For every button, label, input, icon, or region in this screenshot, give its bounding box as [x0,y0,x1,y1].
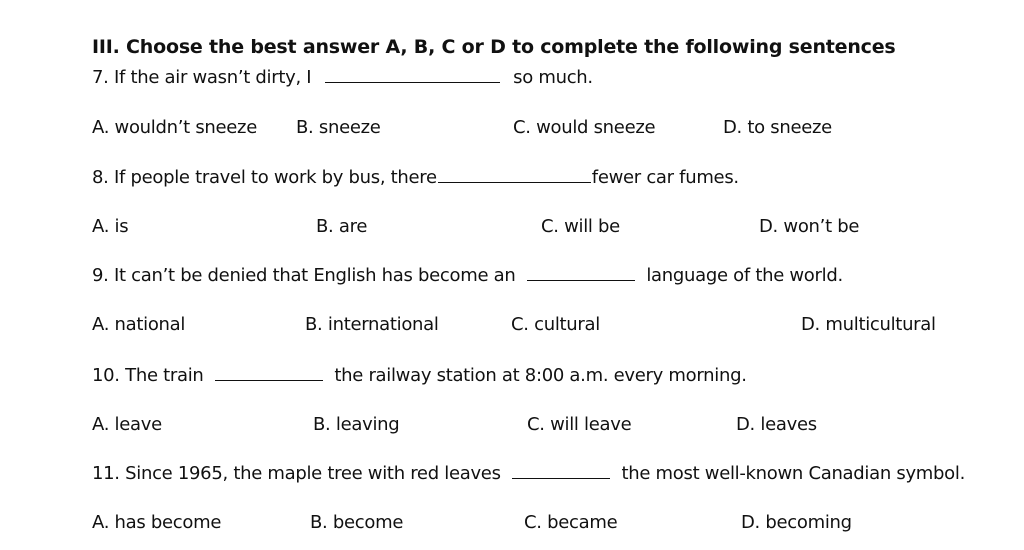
question-10-text-before: 10. The train [92,365,204,386]
q9-option-b[interactable]: B. international [305,314,439,335]
q7-option-a[interactable]: A. wouldn’t sneeze [92,117,257,138]
q10-option-c[interactable]: C. will leave [527,414,632,435]
question-7 [92,67,593,88]
q9-option-a[interactable]: A. national [92,314,186,335]
question-11 [92,463,965,484]
question-11-text-before: 11. Since 1965, the maple tree with red leaves [92,463,501,484]
q8-option-a[interactable]: A. is [92,216,129,237]
question-9-text-before: 9. It can’t be denied that English has become an [92,265,516,286]
answer-blank-8 [438,181,591,183]
q9-option-c[interactable]: C. cultural [511,314,600,335]
q8-option-d[interactable]: D. won’t be [759,216,860,237]
q11-option-c[interactable]: C. became [524,512,618,533]
q11-option-d[interactable]: D. becoming [741,512,852,533]
question-8-text-before: 8. If people travel to work by bus, there [92,167,437,188]
q10-option-d[interactable]: D. leaves [736,414,817,435]
q8-option-c[interactable]: C. will be [541,216,620,237]
answer-blank-10 [215,379,323,381]
answer-blank-9 [527,279,635,281]
q7-option-d[interactable]: D. to sneeze [723,117,832,138]
q8-option-b[interactable]: B. are [316,216,368,237]
question-8-text-after: fewer car fumes. [591,167,739,188]
question-7-text-before: 7. If the air wasn’t dirty, I [92,67,312,88]
answer-blank-7 [325,81,500,83]
q9-option-d[interactable]: D. multicultural [801,314,936,335]
q10-option-a[interactable]: A. leave [92,414,162,435]
answer-blank-11 [512,477,610,479]
q11-option-b[interactable]: B. become [310,512,404,533]
q11-option-a[interactable]: A. has become [92,512,222,533]
question-8 [92,167,739,188]
question-11-text-after: the most well-known Canadian symbol. [621,463,966,484]
q7-option-c[interactable]: C. would sneeze [513,117,656,138]
question-10 [92,365,747,386]
exercise-title: III. Choose the best answer A, B, C or D to complete the following sentences [92,36,896,58]
question-9 [92,265,843,286]
question-7-text-after: so much. [513,67,593,88]
question-10-text-after: the railway station at 8:00 a.m. every morning. [334,365,747,386]
q7-option-b[interactable]: B. sneeze [296,117,381,138]
question-9-text-after: language of the world. [646,265,843,286]
q10-option-b[interactable]: B. leaving [313,414,400,435]
